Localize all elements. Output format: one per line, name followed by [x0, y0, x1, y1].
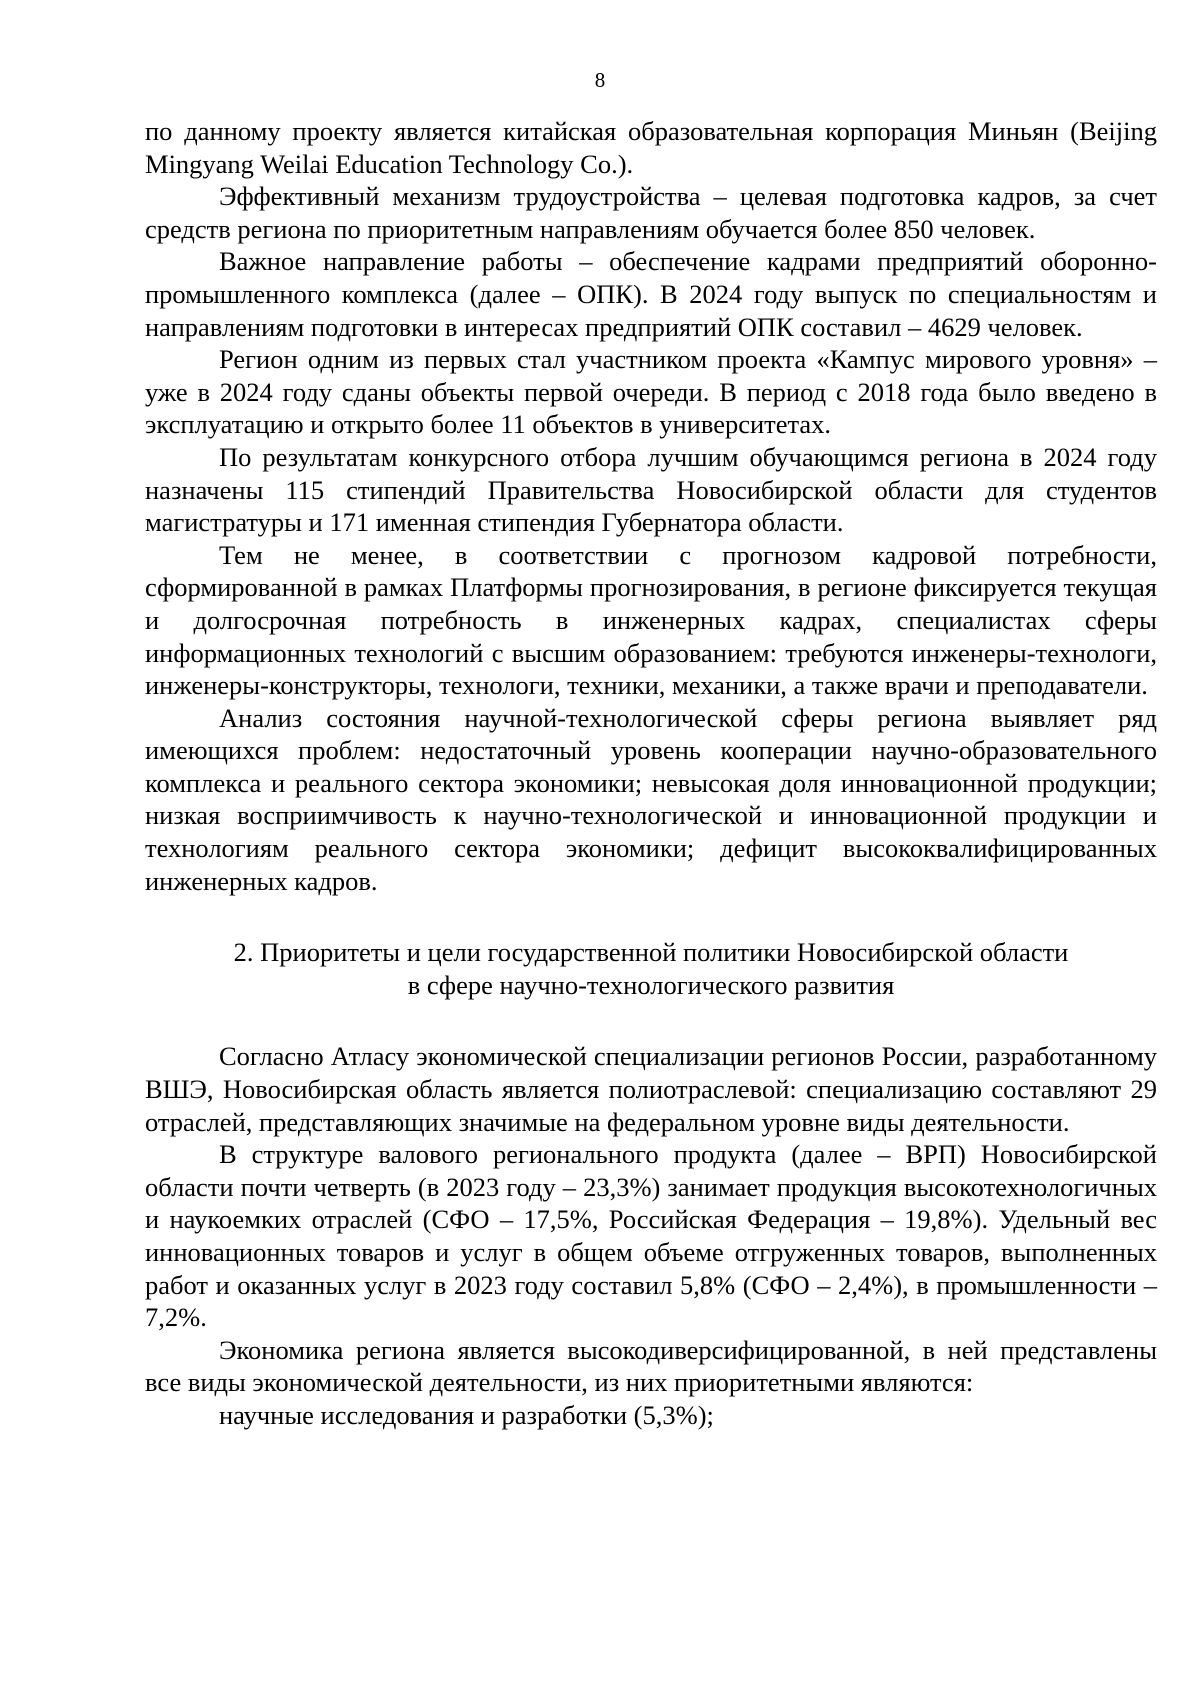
section-heading-line-1: 2. Приоритеты и цели государственной политики Новосибирской области: [233, 937, 1069, 968]
paragraph-staffing-needs: Тем не менее, в соответствии с прогнозом кадровой потребности, сформированной в рамках Платформы прогнозирования, в регионе фиксируется текущая и долгосрочная потребность в инженерных кадрах, специалистах сферы информационных технологий с высшим образованием: требуются инженеры-технологи, инженеры-конструкторы, технологи, техники, механики, а также врачи и преподаватели.: [145, 539, 1157, 701]
paragraph-employment-mechanism: Эффективный механизм трудоустройства – целевая подготовка кадров, за счет средств региона по приоритетным направлениям обучается более 850 человек.: [145, 181, 1157, 244]
list-item: научные исследования и разработки (5,3%);: [219, 1399, 714, 1430]
paragraph-scholarships: По результатам конкурсного отбора лучшим обучающимся региона в 2024 году назначены 115 стипендий Правительства Новосибирской области для студентов магистратуры и 171 именная стипендия Губернатора области.: [145, 441, 1157, 538]
section-heading: [145, 936, 1157, 1001]
page-content: [145, 115, 1157, 1432]
page-number: 8: [594, 68, 606, 92]
paragraph-economy-diversified: Экономика региона является высокодиверсифицированной, в ней представлены все виды экономической деятельности, из них приоритетными являются:: [145, 1334, 1157, 1398]
paragraph-grp-structure: В структуре валового регионального продукта (далее – ВРП) Новосибирской области почти четверть (в 2023 году – 23,3%) занимает продукция высокотехнологичных и наукоемких отраслей (СФО – 17,5%, Российская Федерация – 19,8%). Удельный вес инновационных товаров и услуг в общем объеме отгруженных товаров, выполненных работ и оказанных услуг в 2023 году составил 5,8% (СФО – 2,4%), в промышленности – 7,2%.: [145, 1139, 1157, 1333]
section-heading-line-2: в сфере научно-технологического развития: [407, 969, 895, 1000]
paragraph-continuation: по данному проекту является китайская образовательная корпорация Миньян (Beijing Mingyang Weilai Education Technology Co.).: [145, 116, 1157, 179]
paragraph-campus-project: Регион одним из первых стал участником проекта «Кампус мирового уровня» – уже в 2024 году сданы объекты первой очереди. В период с 2018 года было введено в эксплуатацию и открыто более 11 объектов в университетах.: [145, 344, 1157, 440]
paragraph-problems-analysis: Анализ состояния научной-технологической сферы региона выявляет ряд имеющихся проблем: недостаточный уровень кооперации научно-образовательного комплекса и реального сектора экономики; невысокая доля инновационной продукции; низкая восприимчивость к научно-технологической и инновационной продукции и технологиям реального сектора экономики; дефицит высококвалифицированных инженерных кадров.: [145, 702, 1157, 896]
paragraph-defense-industry: Важное направление работы – обеспечение кадрами предприятий оборонно-промышленного комплекса (далее – ОПК). В 2024 году выпуск по специальностям и направлениям подготовки в интересах предприятий ОПК составил – 4629 человек.: [145, 246, 1157, 342]
paragraph-specialization-atlas: Согласно Атласу экономической специализации регионов России, разработанному ВШЭ, Новосибирская область является полиотраслевой: специализацию составляют 29 отраслей, представляющих значимые на федеральном уровне виды деятельности.: [145, 1041, 1157, 1137]
